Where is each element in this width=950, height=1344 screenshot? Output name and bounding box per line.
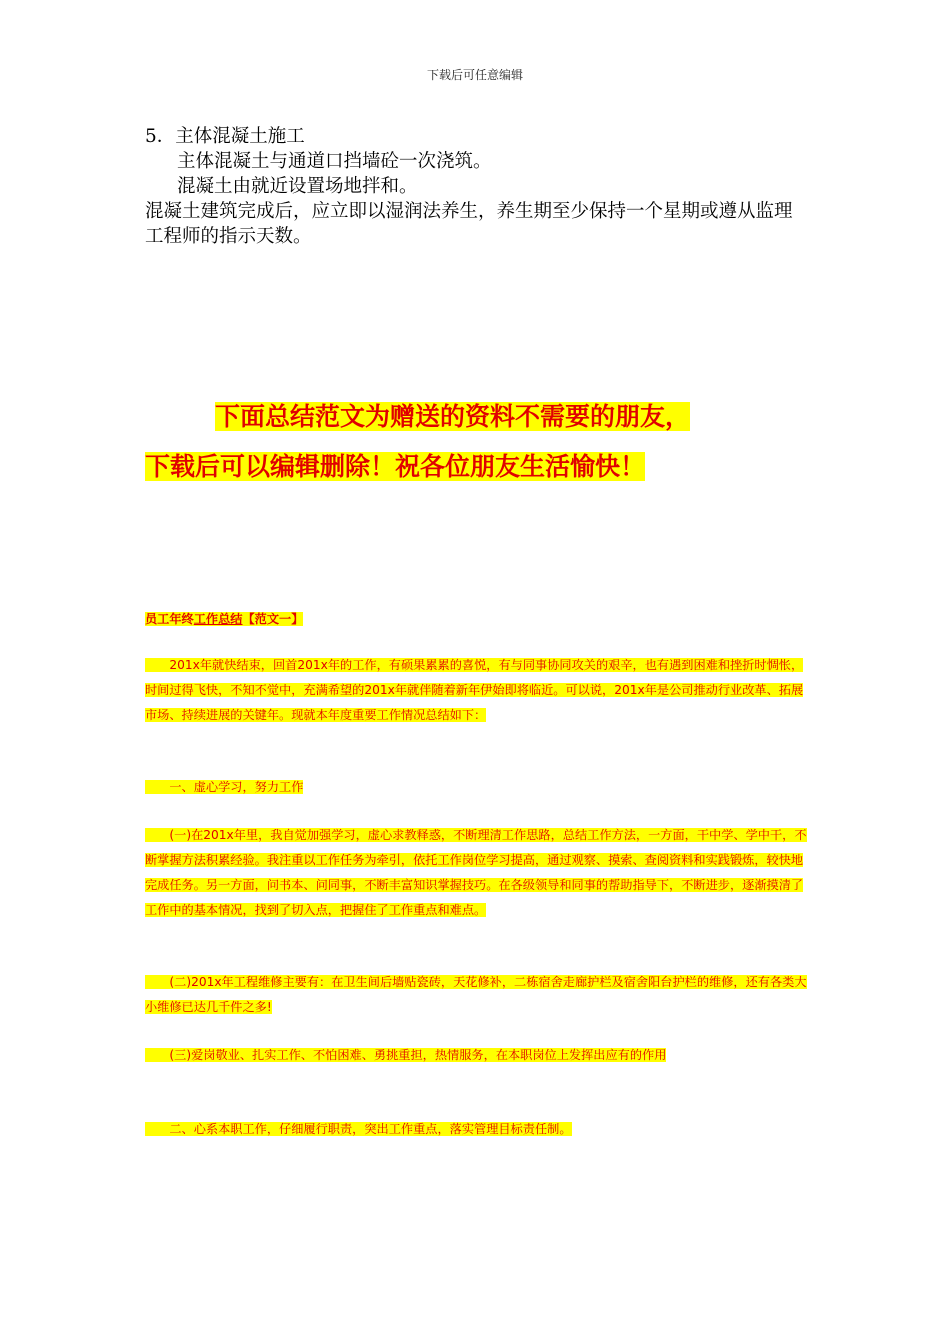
section-heading: 5．主体混凝土施工 [145,126,305,147]
section-line-2: 混凝土由就近设置场地拌和。 [177,176,418,197]
sample-paragraph-2: (一)在201x年里，我自觉加强学习，虚心求教释惑，不断理清工作思路，总结工作方法，一方面，干中学、学中干，不断掌握方法积累经验。我注重以工作任务为牵引，依托工作岗位学习提高，通过观察、摸索、查阅资料和实践锻炼，较快地完成任务。另一方面，问书本、问同事，不断丰富知识掌握技巧。在各级领导和同事的帮助指导下，不断进步，逐渐摸清了工作中的基本情况，找到了切入点，把握住了工作重点和难点。 [145,828,807,917]
sample-paragraph-4: (三)爱岗敬业、扎实工作、不怕困难、勇挑重担，热情服务，在本职岗位上发挥出应有的作用 [145,1048,667,1062]
construction-section [145,124,810,249]
sample-paragraph-1: 201x年就快结束，回首201x年的工作，有硕果累累的喜悦，有与同事协同攻关的艰辛，也有遇到困难和挫折时惆怅，时间过得飞快，不知不觉中，充满希望的201x年就伴随着新年伊始即将临近。可以说，201x年是公司推动行业改革、拓展市场、持续进展的关键年。现就本年度重要工作情况总结如下： [145,658,804,722]
section-line-1: 主体混凝土与通道口挡墙砼一次浇筑。 [177,151,492,172]
notice-line-1: 下面总结范文为赠送的资料不需要的朋友， [215,402,691,431]
notice-line-2: 下载后可以编辑删除！祝各位朋友生活愉快！ [145,452,646,481]
sample-heading-2: 二、心系本职工作，仔细履行职责，突出工作重点，落实管理目标责任制。 [145,1122,572,1136]
sample-paragraph-3: (二)201x年工程维修主要有：在卫生间后墙贴瓷砖，天花修补，二栋宿舍走廊护栏及宿舍阳台护栏的维修，还有各类大小维修已达几千件之多! [145,975,807,1014]
sample-heading-1: 一、虚心学习，努力工作 [145,780,304,794]
page-header: 下载后可任意编辑 [426,68,523,82]
sample-title: 员工年终工作总结【范文一】 [145,612,304,626]
sample-title-link: 工作总结 [193,612,243,626]
section-line-3: 混凝土建筑完成后，应立即以湿润法养生，养生期至少保持一个星期或遵从监理工程师的指示天数。 [145,201,793,247]
